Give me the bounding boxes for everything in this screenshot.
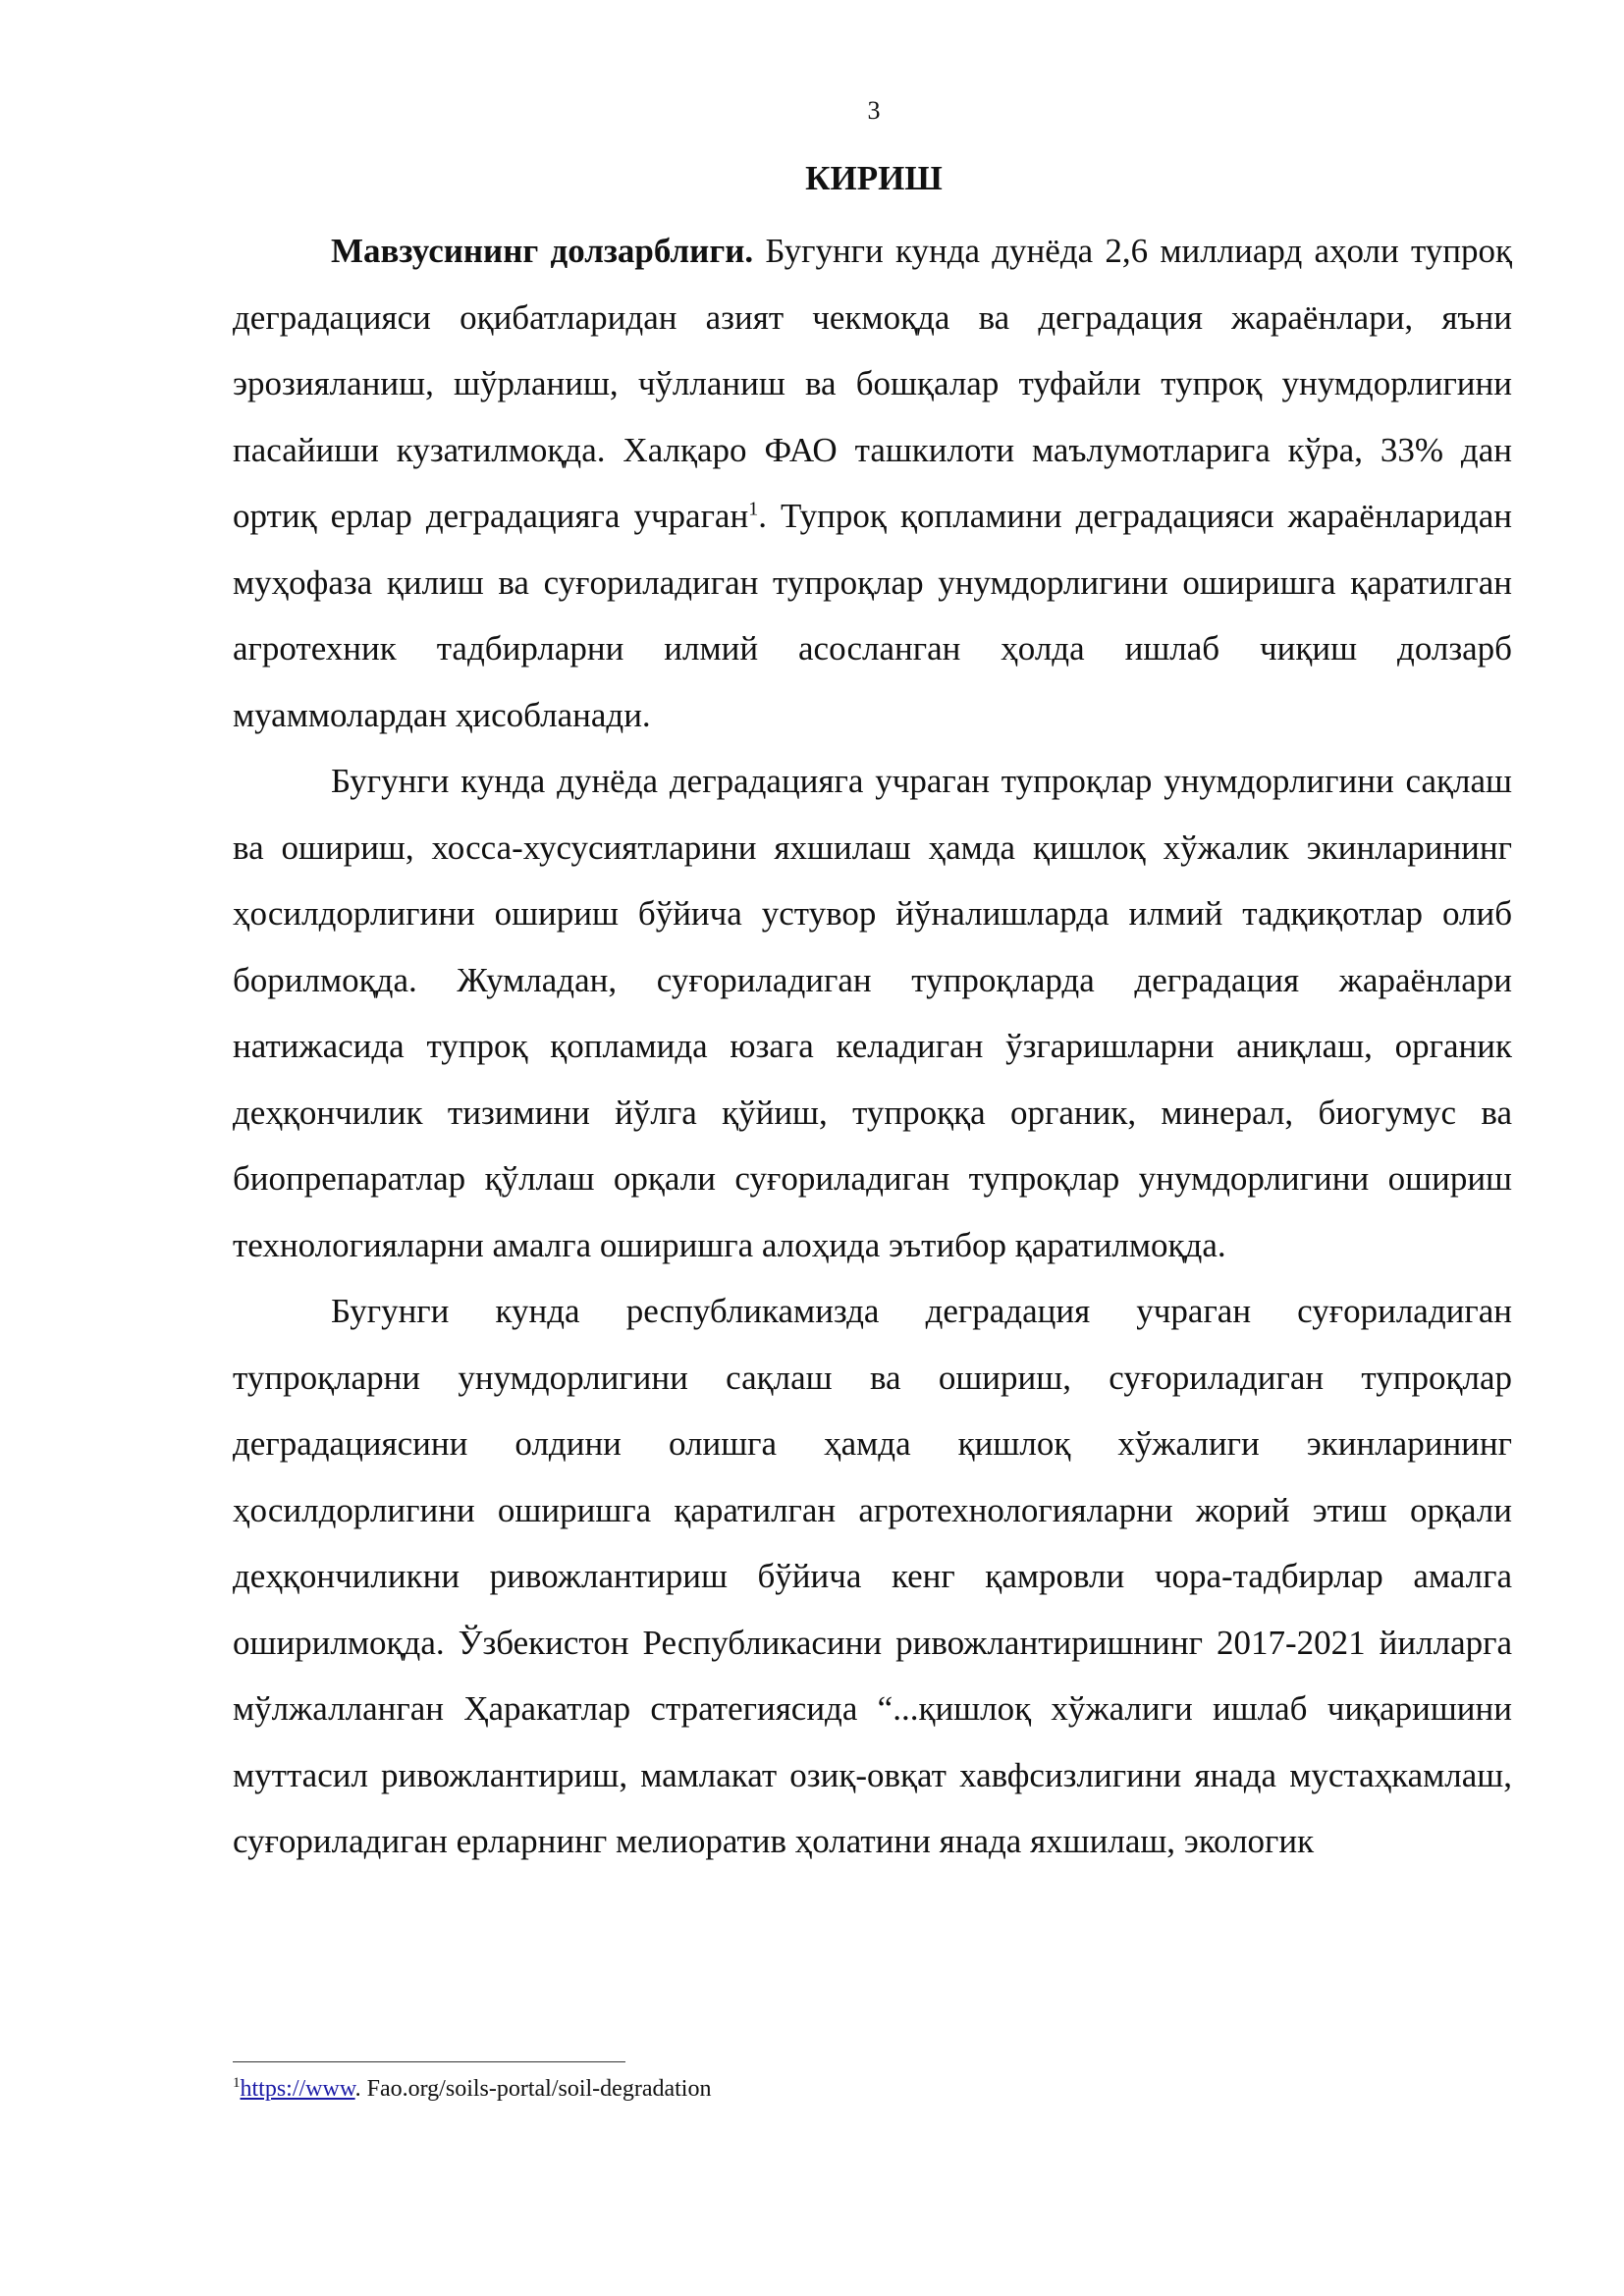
section-heading: КИРИШ bbox=[805, 159, 943, 197]
footnote bbox=[233, 2073, 711, 2105]
footnote-reference[interactable]: 1 bbox=[748, 498, 759, 520]
paragraph-relevance bbox=[233, 218, 1512, 748]
paragraph-text-continued: . Тупроқ қопламини деградацияси жараёнларидан муҳофаза қилиш ва суғориладиган тупроқлар унумдорлигини оширишга қаратилган агротехник тадбирларни илмий асосланган ҳолда ишлаб чиқиш долзарб муаммолардан ҳисобланади. bbox=[233, 497, 1512, 734]
footnote-link[interactable]: https://www bbox=[240, 2076, 355, 2102]
body-text bbox=[233, 218, 1512, 1875]
footnote-mark: 1 bbox=[233, 2075, 241, 2091]
footnote-text: . Fao.org/soils-portal/soil-degradation bbox=[354, 2076, 712, 2102]
paragraph-lead: Мавзусининг долзарблиги. bbox=[331, 232, 754, 270]
paragraph-republic: Бугунги кунда республикамизда деградация учраган суғориладиган тупроқларни унумдорлигини сақлаш ва ошириш, суғориладиган тупроқлар деградациясини олдини олишга ҳамда қишлоқ хўжалиги экинларининг ҳосилдорлигини оширишга қаратилган агротехнологияларни жорий этиш орқали деҳқончиликни ривожлантириш бўйича кенг қамровли чора-тадбирлар амалга оширилмоқда. Ўзбекистон Республикасини ривожлантиришнинг 2017-2021 йилларга мўлжалланган Ҳаракатлар стратегиясида “...қишлоқ хўжалиги ишлаб чиқаришини муттасил ривожлантириш, мамлакат озиқ-овқат хавфсизлигини янада мустаҳкамлаш, суғориладиган ерларнинг мелиоратив ҳолатини янада яхшилаш, экологик bbox=[233, 1292, 1512, 1860]
footnote-divider bbox=[233, 2061, 625, 2062]
page-number: 3 bbox=[867, 96, 881, 125]
paragraph-text: Бугунги кунда дунёда 2,6 миллиард аҳоли тупроқ деградацияси оқибатларидан азият чекмоқда ва деградация жараёнлари, яъни эрозияланиш, шўрланиш, чўлланиш ва бошқалар туфайли тупроқ унумдорлигини пасайиши кузатилмоқда. Халқаро ФАО ташкилоти маълумотларига кўра, 33% дан ортиқ ерлар деградацияга учраган bbox=[233, 232, 1513, 535]
paragraph-research: Бугунги кунда дунёда деградацияга учраган тупроқлар унумдорлигини сақлаш ва ошириш, хосса-хусусиятларини яхшилаш ҳамда қишлоқ хўжалик экинларининг ҳосилдорлигини ошириш бўйича устувор йўналишларда илмий тадқиқотлар олиб борилмоқда. Жумладан, суғориладиган тупроқларда деградация жараёнлари натижасида тупроқ қопламида юзага келадиган ўзгаришларни аниқлаш, органик деҳқончилик тизимини йўлга қўйиш, тупроққа органик, минерал, биогумус ва биопрепаратлар қўллаш орқали суғориладиган тупроқлар унумдорлигини ошириш технологияларни амалга оширишга алоҳида эътибор қаратилмоқда. bbox=[233, 762, 1512, 1264]
